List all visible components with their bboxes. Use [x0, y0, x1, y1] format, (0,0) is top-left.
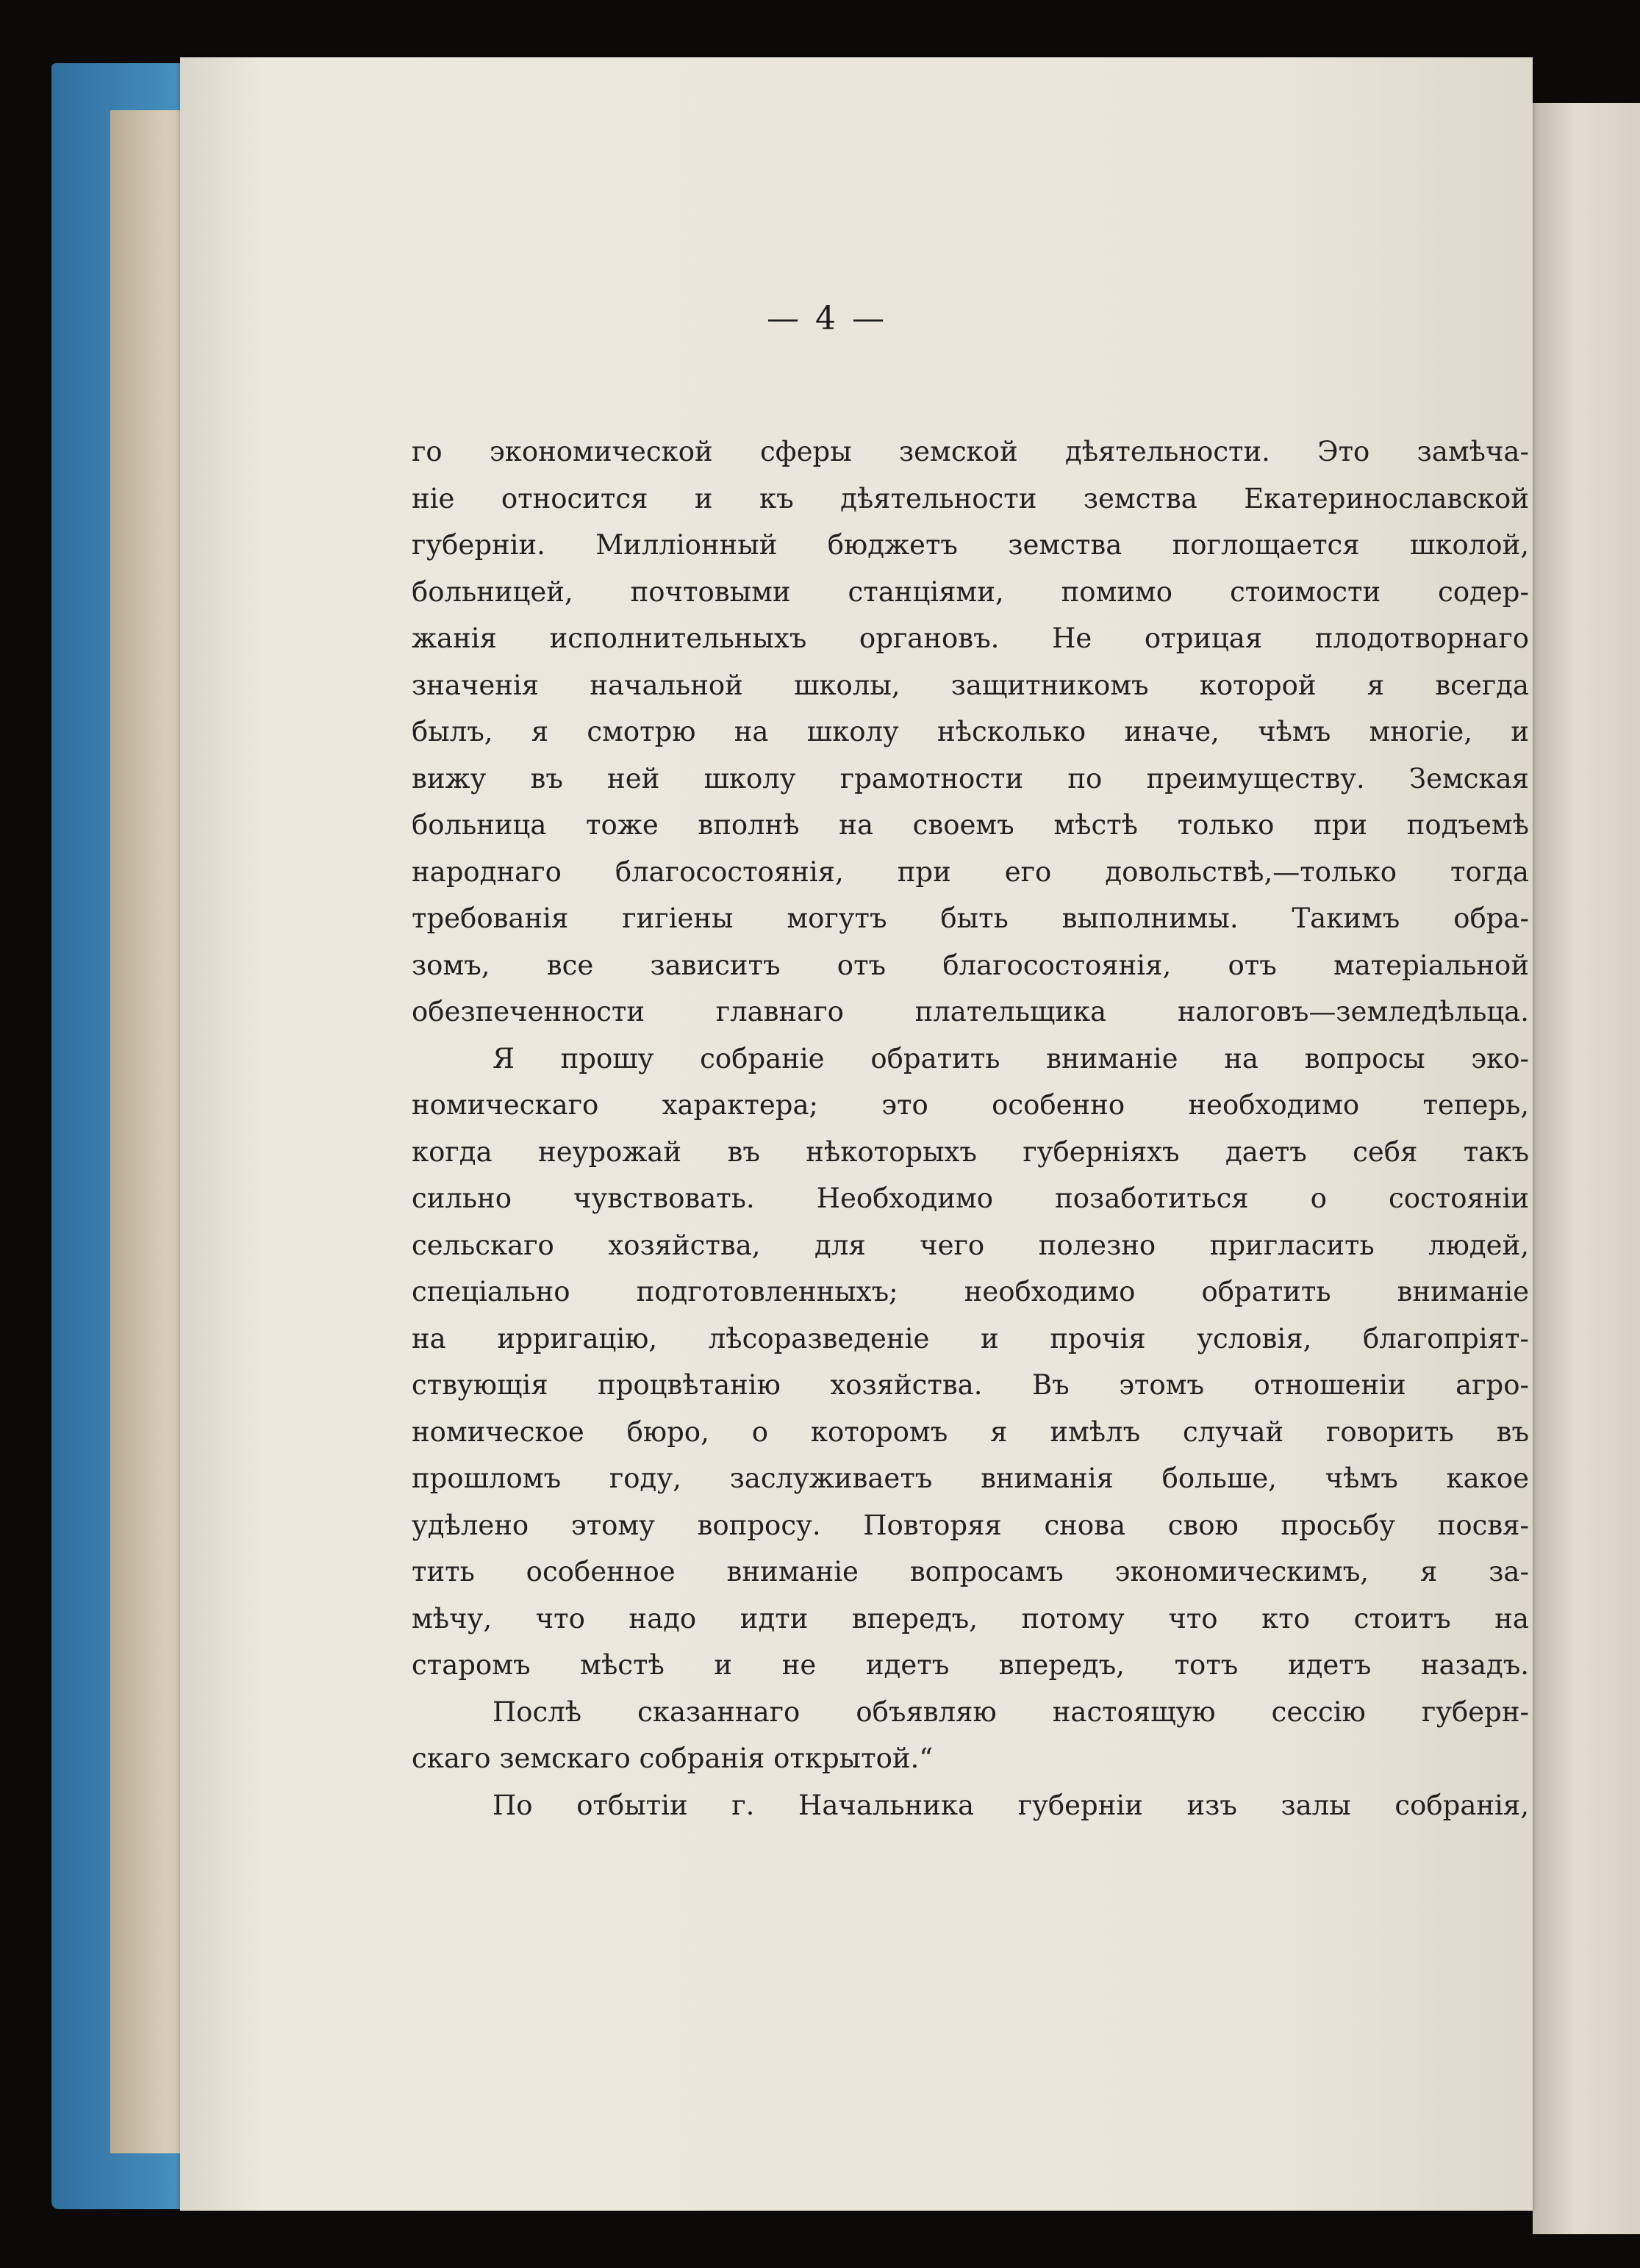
text-line: значенія начальной школы, защитникомъ которой я всегда — [412, 669, 1529, 701]
text-line: По отбытіи г. Начальника губерніи изъ залы собранія, — [493, 1789, 1529, 1821]
text-line: былъ, я смотрю на школу нѣсколько иначе, чѣмъ многіе, и — [412, 716, 1529, 747]
text-line: сильно чувствовать. Необходимо позаботиться о состояніи — [412, 1183, 1529, 1214]
text-line: когда неурожай въ нѣкоторыхъ губерніяхъ даетъ себя такъ — [412, 1135, 1529, 1168]
text-line: Я прошу собраніе обратить вниманіе на вопросы эко- — [493, 1042, 1529, 1074]
text-line: сельскаго хозяйства, для чего полезно пригласить людей, — [412, 1229, 1529, 1261]
text-line: зомъ, все зависитъ отъ благосостоянія, отъ матеріальной — [412, 949, 1529, 981]
text-line: больница тоже вполнѣ на своемъ мѣстѣ только при подъемѣ — [412, 809, 1529, 841]
opposite-page — [1533, 103, 1640, 2234]
text-line: жанія исполнительныхъ органовъ. Не отрицая плодотворнаго — [412, 622, 1529, 654]
text-line: Послѣ сказаннаго объявляю настоящую сессію губерн- — [493, 1695, 1529, 1728]
text-line: удѣлено этому вопросу. Повторяя снова свою просьбу посвя- — [412, 1509, 1529, 1541]
text-line: скаго земскаго собранія открытой.“ — [412, 1743, 934, 1774]
text-line: на ирригацію, лѣсоразведеніе и прочія условія, благопріят- — [412, 1322, 1529, 1354]
page-number: — 4 — — [767, 300, 887, 337]
text-line: народнаго благосостоянія, при его довольствѣ,—только тогда — [412, 855, 1529, 888]
page-text — [412, 428, 1529, 1829]
text-line: больницей, почтовыми станціями, помимо стоимости содер- — [412, 575, 1529, 608]
text-line: ствующія процвѣтанію хозяйства. Въ этомъ отношеніи агро- — [412, 1369, 1529, 1401]
text-line: го экономической сферы земской дѣятельности. Это замѣча- — [412, 436, 1529, 467]
text-line: тить особенное вниманіе вопросамъ экономическимъ, я за- — [412, 1556, 1529, 1587]
text-line: спеціально подготовленныхъ; необходимо обратить вниманіе — [412, 1276, 1529, 1307]
book-page — [180, 57, 1533, 2211]
text-line: мѣчу, что надо идти впередъ, потому что кто стоитъ на — [412, 1602, 1529, 1634]
text-line: старомъ мѣстѣ и не идетъ впередъ, тотъ идетъ назадъ. — [412, 1649, 1529, 1681]
text-line: губерніи. Милліонный бюджетъ земства поглощается школой, — [412, 529, 1529, 561]
text-line: обезпеченности главнаго плательщика налоговъ—земледѣльца. — [412, 996, 1529, 1027]
text-line: прошломъ году, заслуживаетъ вниманія больше, чѣмъ какое — [412, 1463, 1529, 1494]
text-line: требованія гигіены могутъ быть выполнимы. Такимъ обра- — [412, 902, 1529, 934]
text-line: ніе относится и къ дѣятельности земства Екатеринославской — [412, 482, 1529, 514]
text-line: номическое бюро, о которомъ я имѣлъ случай говорить въ — [412, 1415, 1529, 1448]
text-line: вижу въ ней школу грамотности по преимуществу. Земская — [412, 762, 1529, 794]
text-line: номическаго характера; это особенно необходимо теперь, — [412, 1089, 1529, 1121]
